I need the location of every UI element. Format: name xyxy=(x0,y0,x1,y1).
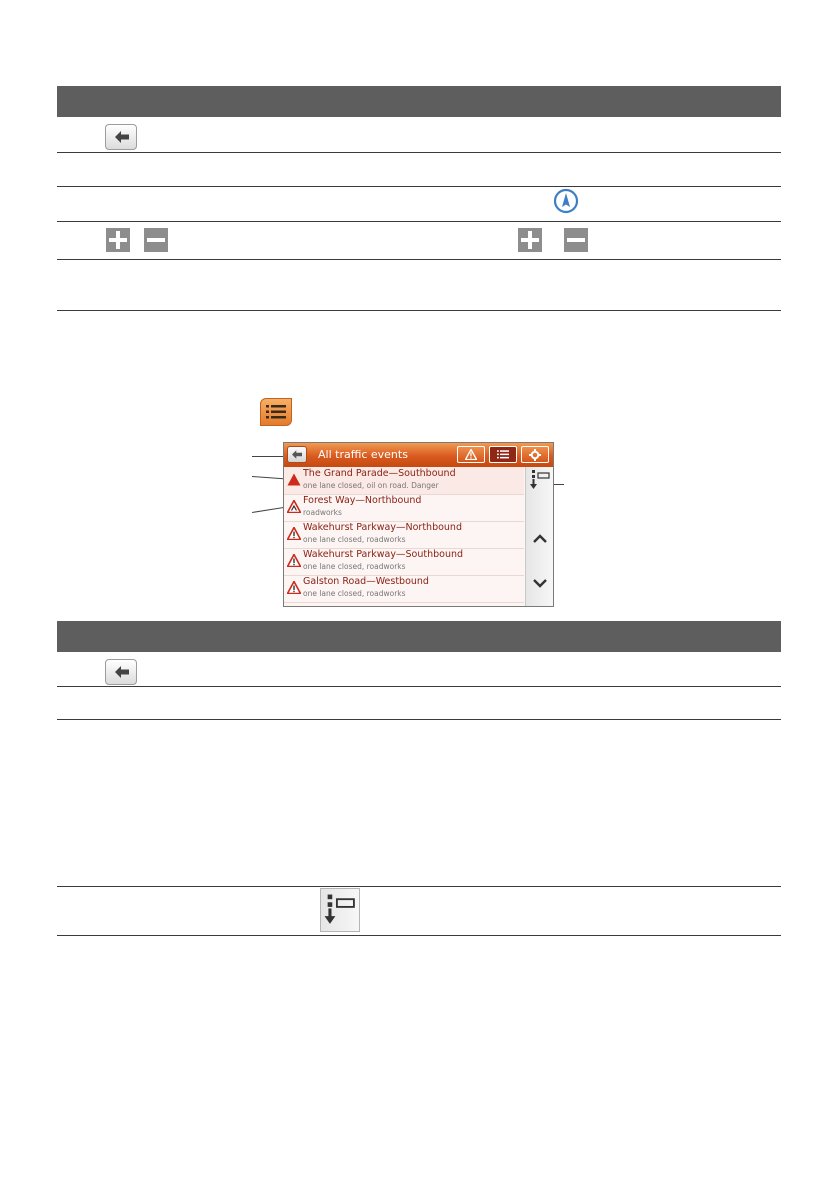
event-road: Wakehurst Parkway—Southbound xyxy=(303,549,464,560)
zoom-out-icon xyxy=(144,228,168,252)
table-header xyxy=(57,86,781,117)
table-divider xyxy=(57,221,781,222)
compass-icon xyxy=(553,188,579,214)
table-divider xyxy=(57,310,781,311)
back-arrow-icon xyxy=(115,666,129,678)
back-button xyxy=(105,659,137,685)
sort-by-distance-icon xyxy=(323,891,357,929)
gear-icon xyxy=(529,449,541,461)
tab-list[interactable] xyxy=(489,446,517,463)
event-road: Forest Way—Northbound xyxy=(303,495,422,506)
event-description: one lane closed, roadworks xyxy=(303,562,406,571)
tab-settings[interactable] xyxy=(521,446,549,463)
table-divider xyxy=(57,186,781,187)
table-divider xyxy=(57,935,781,936)
scroll-down-button[interactable] xyxy=(526,571,554,595)
screen-title: All traffic events xyxy=(318,448,408,461)
traffic-event-row[interactable] xyxy=(284,467,524,495)
scroll-up-button[interactable] xyxy=(526,527,554,551)
danger-icon xyxy=(287,473,301,486)
back-button xyxy=(105,124,137,150)
chevron-down-icon xyxy=(533,578,547,588)
event-description: one lane closed, roadworks xyxy=(303,535,406,544)
table-divider xyxy=(57,886,781,887)
warning-icon xyxy=(287,527,301,540)
table-divider xyxy=(57,152,781,153)
event-description: one lane closed, oil on road. Danger xyxy=(303,481,439,490)
list-icon xyxy=(497,450,509,459)
warning-icon xyxy=(287,554,301,567)
traffic-event-row[interactable] xyxy=(284,602,524,607)
table-header xyxy=(57,621,781,652)
scroll-rail xyxy=(525,467,554,607)
event-road: Wakehurst Parkway—Northbound xyxy=(303,522,462,533)
title-bar xyxy=(284,443,553,467)
zoom-out-icon xyxy=(564,228,588,252)
event-road: Galston Road—Westbound xyxy=(303,576,429,587)
list-icon xyxy=(266,405,286,419)
back-arrow-icon xyxy=(115,131,129,143)
event-road: The Grand Parade—Southbound xyxy=(303,468,456,479)
event-description: one lane closed, roadworks xyxy=(303,589,406,598)
traffic-event-row[interactable] xyxy=(284,521,524,549)
tab-warnings[interactable] xyxy=(457,446,485,463)
zoom-in-icon xyxy=(106,228,130,252)
warning-icon xyxy=(287,581,301,594)
traffic-event-row[interactable] xyxy=(284,575,524,603)
list-view-button xyxy=(260,398,292,426)
event-description: roadworks xyxy=(303,508,342,517)
traffic-event-row[interactable] xyxy=(284,548,524,576)
table-divider xyxy=(57,719,781,720)
zoom-in-icon xyxy=(518,228,542,252)
roadworks-icon xyxy=(287,500,301,513)
warning-icon xyxy=(465,449,477,460)
sort-by-distance-icon xyxy=(529,469,551,491)
table-divider xyxy=(57,259,781,260)
back-button[interactable] xyxy=(287,446,307,463)
traffic-event-row[interactable] xyxy=(284,494,524,522)
traffic-events-screen xyxy=(283,442,554,607)
sort-by-distance-button xyxy=(320,888,360,932)
chevron-up-icon xyxy=(533,534,547,544)
sort-by-distance-button[interactable] xyxy=(526,467,554,493)
back-arrow-icon xyxy=(292,450,302,459)
traffic-events-list xyxy=(284,467,524,607)
table-divider xyxy=(57,686,781,687)
